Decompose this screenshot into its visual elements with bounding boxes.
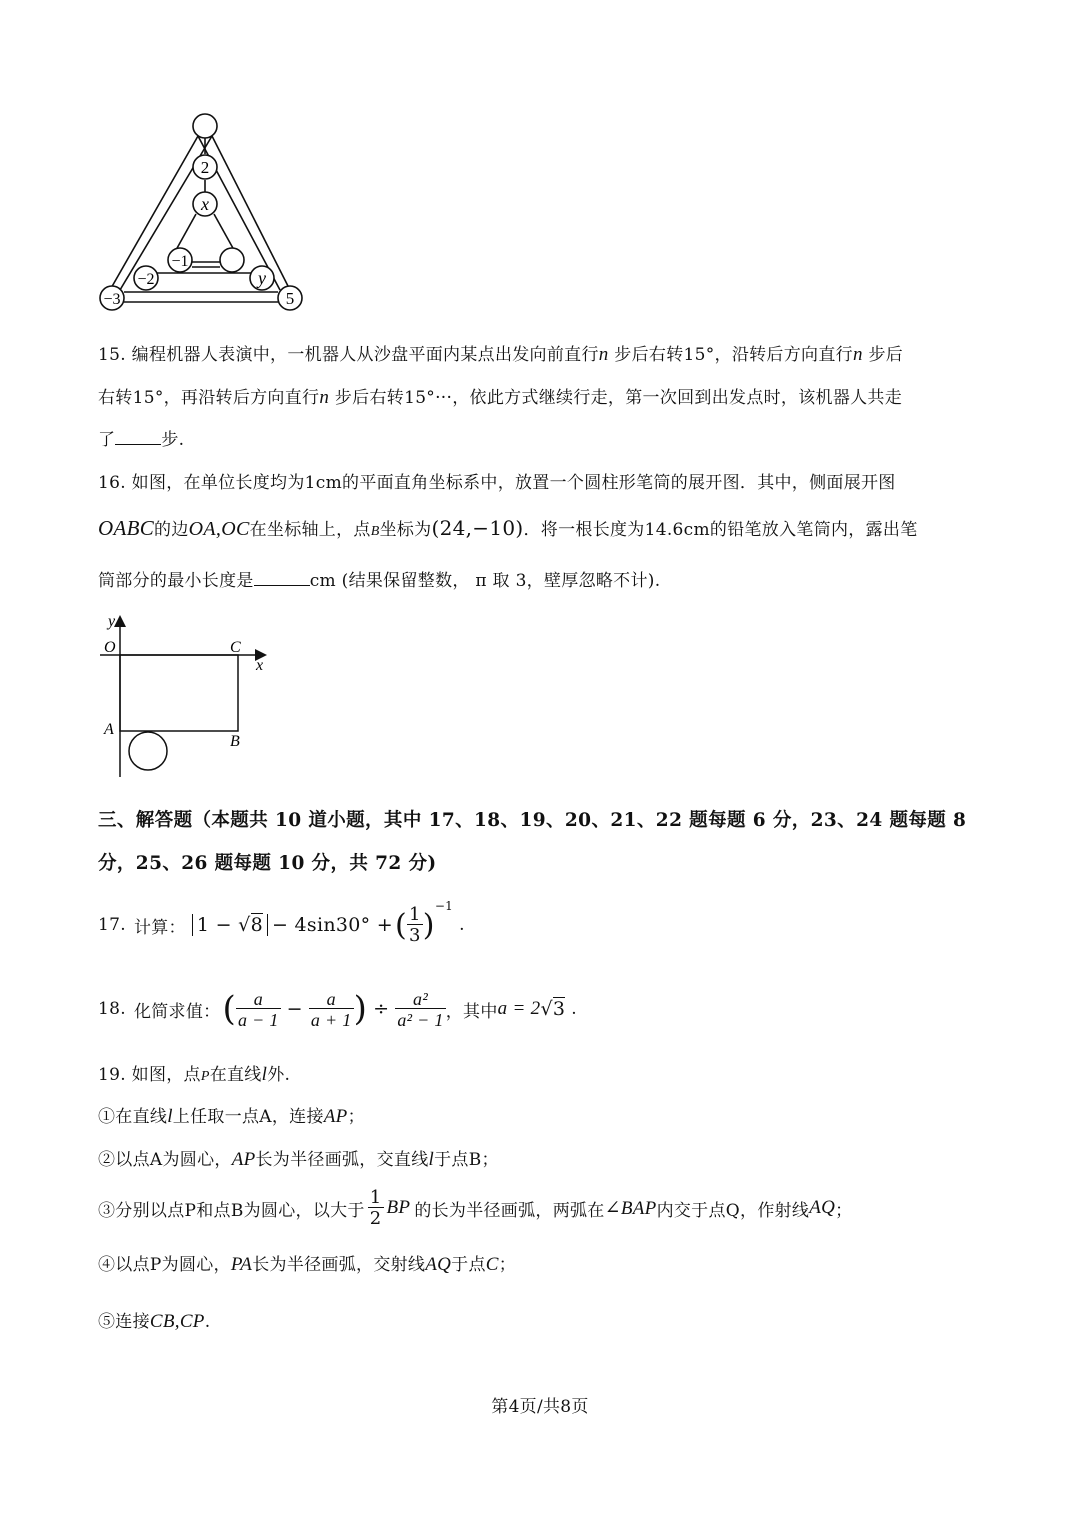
q19-intro-a: 19. 如图，点 <box>98 1065 201 1085</box>
q19-step5 <box>98 1307 210 1333</box>
step4-d: ； <box>498 1255 517 1275</box>
step5-b: . <box>204 1312 211 1332</box>
svg-text:−3: −3 <box>103 291 121 308</box>
fraction-2 <box>309 990 354 1029</box>
absolute-value: 1 − √8 <box>192 914 268 936</box>
q16-text-1: 如图，在单位长度均为1cm的平面直角坐标系中，放置一个圆柱形笔筒的展开图．其中，侧面展开图 <box>131 473 896 493</box>
f1-den: a − 1 <box>238 1009 279 1030</box>
q19-intro <box>98 1060 290 1086</box>
triangle-number-figure <box>90 110 320 320</box>
point-b: B <box>370 524 380 539</box>
node-mid-upper <box>193 155 217 179</box>
q18-label: 化简求值： <box>133 1001 221 1022</box>
step3-a: ③分别以点P和点B为圆心，以大于 <box>98 1200 365 1221</box>
line-l: l <box>167 1106 173 1127</box>
edges-oa-oc: OA,OC <box>188 518 250 540</box>
fraction-one-third <box>407 903 423 946</box>
q19-step4 <box>98 1250 516 1276</box>
frac-den: 3 <box>409 924 421 946</box>
label-o: O <box>104 639 116 656</box>
point-c: C <box>485 1254 499 1275</box>
q18-eq: a = 2 <box>497 998 541 1019</box>
fraction-1 <box>236 990 281 1029</box>
q19-intro-b: 在直线 <box>209 1065 262 1085</box>
label-b: B <box>230 733 240 750</box>
q15-line1 <box>98 340 903 366</box>
q15-text-3a: 了 <box>98 430 116 450</box>
segment-pa: PA <box>230 1254 253 1275</box>
node-right-middle <box>250 266 274 290</box>
ray-aq: AQ <box>809 1197 836 1218</box>
q16-line3 <box>98 566 660 591</box>
step5-a: ⑤连接 <box>98 1312 150 1332</box>
svg-text:−2: −2 <box>137 271 155 288</box>
q19-intro-c: 外. <box>267 1065 291 1085</box>
q19-step2 <box>98 1145 499 1171</box>
label-a: A <box>104 721 114 738</box>
label-y: y <box>108 613 116 630</box>
step1-a: ①在直线 <box>98 1107 168 1127</box>
step4-b: 长为半径画弧，交射线 <box>252 1255 426 1275</box>
segments-cb-cp: CB,CP <box>149 1311 205 1332</box>
point-p: P <box>200 1069 210 1084</box>
q16-text-2b: 在坐标轴上，点 <box>249 520 371 540</box>
step2-c: 于点B； <box>434 1150 499 1170</box>
step2-b: 长为半径画弧，交直线 <box>255 1150 429 1170</box>
q15-line3 <box>98 425 184 450</box>
f3-num: a² <box>413 988 429 1009</box>
q17-label: 计算： <box>133 917 186 938</box>
step4-a: ④以点P为圆心， <box>98 1255 231 1275</box>
node-left-middle <box>134 266 158 290</box>
step3-c: 内交于点Q，作射线 <box>656 1200 810 1221</box>
q15-text-1c: 步后 <box>868 345 904 365</box>
q18: 18. 化简求值： ( $\frac{a}{a - 1}$ − $\frac{a}{a + 1}$ ) ÷ $\frac{\text{a²}}{\text{a² − 1}}$ ，其中 a = 2 √3 . <box>98 988 577 1030</box>
answer-blank[interactable] <box>254 585 310 586</box>
step1-c: ； <box>347 1107 365 1127</box>
q19-step1 <box>98 1102 365 1128</box>
q15-number: 15. <box>98 345 126 365</box>
var-n: n <box>598 344 609 365</box>
answer-blank[interactable] <box>115 444 161 445</box>
q16-text-2c: 坐标为 <box>379 520 432 540</box>
q16-line1 <box>98 468 896 493</box>
node-inner-left <box>168 248 192 272</box>
svg-text:−1: −1 <box>171 253 189 270</box>
left-paren: ( <box>395 907 408 943</box>
node-inner-right <box>220 248 244 272</box>
f1-num: a <box>253 988 263 1009</box>
q18-tail: ，其中 <box>445 1001 498 1022</box>
svg-text:y: y <box>258 268 266 288</box>
segment-ap: AP <box>231 1149 256 1170</box>
sqrt-8: 8 <box>250 914 263 936</box>
q16-line2 <box>98 515 918 541</box>
var-n: n <box>852 344 863 365</box>
q17-number: 17. <box>98 915 126 935</box>
node-bottom-left <box>100 286 124 310</box>
angle-bap: ∠BAP <box>604 1197 657 1219</box>
step1-b: 上任取一点A，连接 <box>172 1107 324 1127</box>
q16-text-3a: 筒部分的最小长度是 <box>98 571 254 591</box>
segment-bp: BP <box>386 1197 411 1218</box>
section3-header-line1: 三、解答题（本题共 10 道小题，其中 17、18、19、20、21、22 题每题 6 分，23、24 题每题 8 <box>98 810 967 831</box>
f3-den: a² − 1 <box>397 1009 444 1030</box>
node-mid-lower <box>193 192 217 216</box>
circle-base <box>129 732 167 770</box>
q15-text-2b: 步后右转15°···，依此方式继续行走，第一次回到出发点时，该机器人共走 <box>334 388 903 408</box>
rectangle-oabc <box>120 655 238 731</box>
line-l: l <box>428 1149 435 1170</box>
q17 <box>98 897 465 953</box>
f2-num: a <box>326 988 336 1009</box>
right-paren: ) <box>422 907 435 943</box>
step3-b: 的长为半径画弧，两弧在 <box>414 1200 605 1221</box>
q16-number: 16. <box>98 473 126 493</box>
shape-oabc: OABC <box>98 516 155 540</box>
step4-c: 于点 <box>451 1255 486 1275</box>
q16-text-2a: 的边 <box>154 520 189 540</box>
q17-mid: − 4sin30° + <box>271 914 394 936</box>
ray-aq: AQ <box>425 1254 452 1275</box>
segment-ap: AP <box>323 1106 348 1127</box>
q15-text-1b: 步后右转15°，沿转后方向直行 <box>614 345 853 365</box>
svg-text:x: x <box>201 194 209 214</box>
node-top <box>193 114 217 138</box>
node-bottom-right <box>278 286 302 310</box>
q16-text-2d: ．将一根长度为14.6cm的铅笔放入笔筒内，露出笔 <box>523 520 918 540</box>
section3-header-line2: 分，25、26 题每题 10 分，共 72 分) <box>98 853 437 874</box>
q17-end: . <box>459 915 465 935</box>
inner-left-line <box>176 214 196 250</box>
q16-text-3b: cm (结果保留整数， π 取 3，壁厚忽略不计). <box>309 571 661 591</box>
minus-sign: − <box>286 998 303 1020</box>
coordinate-figure <box>96 612 286 782</box>
fraction-half <box>368 1186 384 1229</box>
fraction-3 <box>395 990 445 1029</box>
label-x: x <box>256 657 264 674</box>
line-l: l <box>261 1064 268 1085</box>
f2-den: a + 1 <box>310 1009 352 1030</box>
step2-a: ②以点A为圆心， <box>98 1150 232 1170</box>
right-paren: ) <box>353 989 368 1029</box>
exponent: −1 <box>434 899 454 913</box>
q18-end: . <box>571 999 577 1019</box>
q15-text-1a: 编程机器人表演中，一机器人从沙盘平面内某点出发向前直行 <box>131 345 599 365</box>
div-sign: ÷ <box>373 998 390 1020</box>
svg-text:2: 2 <box>200 158 210 177</box>
step3-d: ； <box>835 1200 853 1221</box>
abs-term: 1 − <box>196 914 239 936</box>
label-c: C <box>230 639 241 656</box>
q15-line2 <box>98 383 902 409</box>
q18-number: 18. <box>98 999 126 1019</box>
left-paren: ( <box>222 989 237 1029</box>
q15-text-3b: 步. <box>161 430 185 450</box>
svg-text:5: 5 <box>285 289 295 308</box>
q19-step3 <box>98 1183 852 1233</box>
q15-text-2a: 右转15°，再沿转后方向直行 <box>98 388 320 408</box>
half-num: 1 <box>369 1186 382 1208</box>
coord-b: (24,−10) <box>431 516 524 540</box>
sqrt-3: 3 <box>552 998 566 1020</box>
frac-num: 1 <box>409 903 421 925</box>
var-n: n <box>319 387 330 408</box>
page-footer: 第4页/共8页 <box>491 1397 589 1417</box>
half-den: 2 <box>369 1207 382 1229</box>
inner-right-line <box>214 214 234 250</box>
